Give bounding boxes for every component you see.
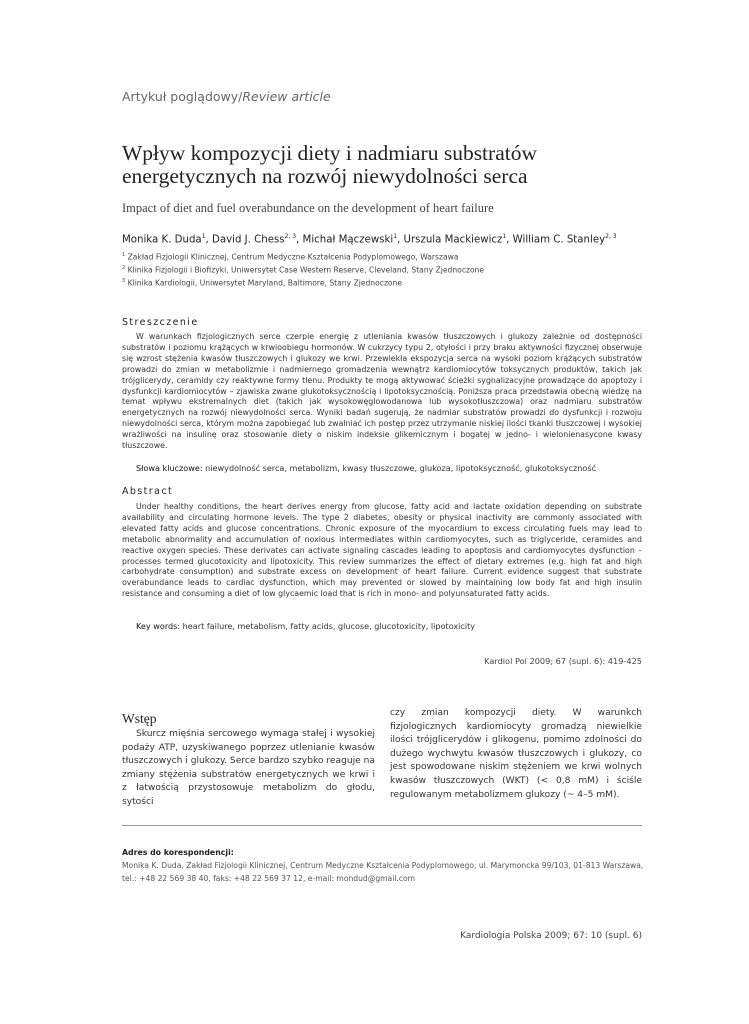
affiliation-text: Klinika Kardiologii, Uniwersytet Maryland, Baltimore, Stany Zjednoczone [127,278,403,288]
affiliation-number: 3 [122,278,126,284]
article-title-english: Impact of diet and fuel overabundance on the development of heart failure [122,201,494,215]
affiliation [122,278,402,288]
author: William C. Stanley [512,234,606,246]
correspondence-address: Monika K. Duda, Zakład Fizjologii Klinicznej, Centrum Medyczne Kształcenia Podyplomowego, ul. Marymoncka 99/103, 01-813 Warszawa, [122,861,644,870]
journal-footer: Kardiologia Polska 2009; 67: 10 (supl. 6) [460,931,642,941]
divider [122,825,642,826]
article-title: Wpływ kompozycji diety i nadmiaru substratów energetycznych na rozwój niewydolności serca [122,141,537,188]
correspondence-text [122,860,643,885]
correspondence-heading: Adres do korespondencji: [122,848,234,857]
affiliation-text: Zakład Fizjologii Klinicznej, Centrum Medyczne Kształcenia Podyplomowego, Warszawa [127,252,459,262]
author-affiliation-mark: 1 [201,233,206,240]
citation: Kardiol Pol 2009; 67 (supl. 6): 419-425 [484,656,642,666]
author: David J. Chess [212,234,285,246]
article-category: Artykuł poglądowy/Review article [122,89,331,104]
keywords-en-label: Key words: [136,621,181,631]
author-list: Monika K. Duda$^1$, David J. Chess$^{2, 3}$, Michał Mączewski$^1$, Urszula Mackiewicz$^1$, William C. Stanley$^{2, 3}$ [122,233,617,246]
keywords-en-text: heart failure, metabolism, fatty acids, glucose, glucotoxicity, lipotoxicity [182,621,476,631]
keywords-pl-text: niewydolność serca, metabolizm, kwasy tłuszczowe, glukoza, lipotoksyczność, glukotoksyczność [205,463,597,473]
author: Michał Mączewski [302,234,394,246]
abstract-heading: Abstract [122,486,174,497]
author: Monika K. Duda [122,234,202,246]
abstract-body: Under healthy conditions, the heart derives energy from glucose, fatty acid and lactate oxidation depending on substrate availability and circulating hormone levels. The type 2 diabetes, obesity or physical inactivity are commonly associated with elevated fatty acids and glucose concentrations. Chronic exposure of the myocardium to excess circulating fuels may lead to metabolic abnormality and accumulation of noxious intermediates within cardiomyocytes, such as triglyceride, ceramides and reactive oxygen species. These derivates can activate signaling cascades leading to apoptosis and cardiomyocytes dysfunction – processes termed glucotoxicity and lipotoxicity. This review summarizes the effect of dietary extremes (e.g. high fat and high carbohydrate consumption) and substrate excess on development of heart failure. Current evidence suggest that substrate overabundance leads to cardiac dysfunction, which may prevented or slowed by maintaining low body fat and high insulin resistance and consuming a diet of low glycaemic load that is rich in mono- and polyunsaturated fatty acids. [122,502,642,599]
streszczenie-body: W warunkach fizjologicznych serce czerpie energię z utleniania kwasów tłuszczowych i glukozy zależnie od dostępności substratów i poziomu krążących w krwioobiegu hormonów. W cukrzycy typu 2, otyłości i przy braku aktywności fizycznej obserwuje się wzrost stężenia kwasów tłuszczowych i glukozy we krwi. Przewlekła ekspozycja serca na wysoki poziom krążących substratów prowadzi do zmian w metabolizmie i nadmiernego gromadzenia wewnątrz kardiomiocytów toksycznych produktów, takich jak trójglicerydy, ceramidy czy reaktywne formy tlenu. Produkty te mogą aktywować ścieżki sygnalizacyjne prowadzące do apoptozy i dysfunkcji kardiomiocytów – zjawiska zwane glukotoksycznością i lipotoksycznością. Poniższa praca przedstawia obecną wiedzę na temat wpływu ekstremalnych diet (takich jak wysokowęglowodanowa lub wysokotłuszczowa) oraz nadmiaru substratów energetycznych na rozwój niewydolności serca. Wyniki badań sugerują, że nadmiar substratów prowadzi do dysfunkcji i rozwoju niewydolności serca, którym można zapobiegać lub zwalniać ich postęp przez utrzymanie niskiej ilości tkanki tłuszczowej i wysokiej wrażliwości na insulinę oraz stosowanie diety o niskim indeksie glikemicznym i bogatej w jedno- i wielonienasycone kwasy tłuszczowe. [122,332,642,451]
affiliation-text: Klinika Fizjologii i Biofizyki, Uniwersytet Case Western Reserve, Cleveland, Stany Zjednoczone [127,265,485,275]
correspondence-contact: tel.: +48 22 569 38 40, faks: +48 22 569 37 12, e-mail: mondud@gmail.com [122,873,416,883]
author-affiliation-mark: 1 [502,233,507,240]
intro-column-2: czy zmian kompozycji diety. W warunkch fizjologicznych kardiomiocyty gromadzą niewielkie ilości trójglicerydów i glikogenu, pomimo zdolności do dużego wychwytu kwasów tłuszczowych i glukozy, co jest spowodowane niskim stężeniem we krwi wolnych kwasów tłuszczowych (WKT) (< 0,8 mM) i ściśle regulowanym metabolizmem glukozy (~ 4–5 mM). [390,708,642,800]
intro-column-1: Skurcz mięśnia sercowego wymaga stałej i wysokiej podaży ATP, uzyskiwanego poprzez utlenianie kwasów tłuszczowych i glukozy. Serce bardzo szybko reaguje na zmiany stężenia substratów energetycznych we krwi i z łatwością przystosowuje metabolizm do głodu, sytości [122,729,375,807]
category-en: Review article [242,89,331,104]
affiliation-number: 1 [122,252,126,258]
author-affiliation-mark: 2, 3 [284,233,297,240]
section-heading-intro: Wstęp [122,711,157,726]
affiliation [122,265,484,275]
streszczenie-heading: Streszczenie [122,317,199,328]
category-pl: Artykuł poglądowy [122,89,239,104]
author-affiliation-mark: 1 [393,233,398,240]
affiliation-number: 2 [122,265,126,271]
author-affiliation-mark: 2, 3 [605,233,617,240]
keywords-pl [136,463,596,473]
author: Urszula Mackiewicz [403,234,503,246]
keywords-en [136,621,475,631]
keywords-pl-label: Słowa kluczowe: [136,463,203,473]
affiliation [122,252,458,262]
